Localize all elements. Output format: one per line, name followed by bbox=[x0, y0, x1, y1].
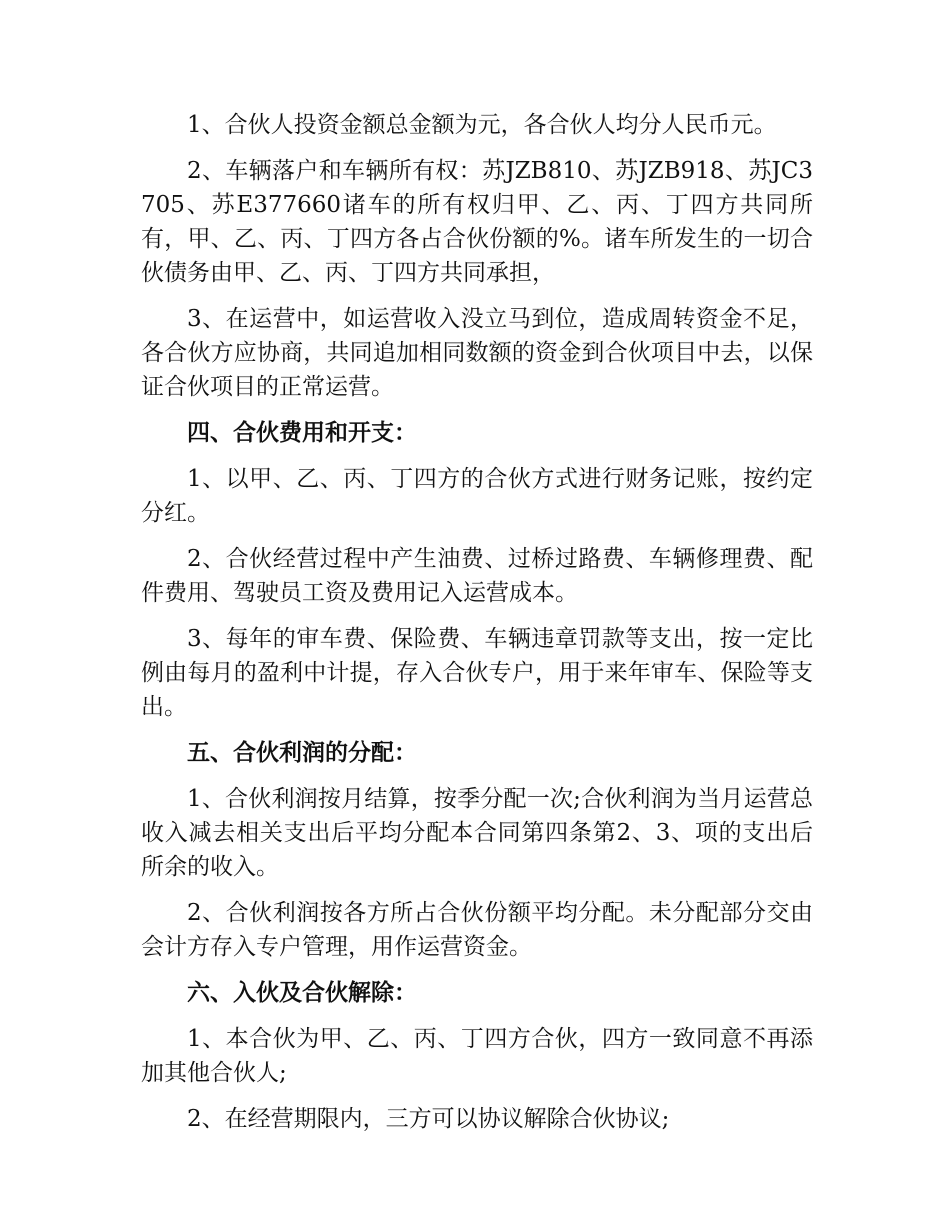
paragraph-no-new-partners: 1、本合伙为甲、乙、丙、丁四方合伙，四方一致同意不再添加其他合伙人; bbox=[141, 1026, 813, 1086]
document-body bbox=[141, 108, 813, 1148]
section-heading-joining-dissolution: 六、入伙及合伙解除： bbox=[187, 980, 417, 1006]
paragraph-dissolution: 2、在经营期限内，三方可以协议解除合伙协议; bbox=[187, 1106, 670, 1132]
section-heading-profit-distribution: 五、合伙利润的分配： bbox=[187, 740, 417, 766]
paragraph-operating-costs: 2、合伙经营过程中产生油费、过桥过路费、车辆修理费、配件费用、驾驶员工资及费用记入运营成本。 bbox=[141, 546, 813, 606]
section-heading-expenses: 四、合伙费用和开支： bbox=[187, 420, 417, 446]
paragraph-accounting: 1、以甲、乙、丙、丁四方的合伙方式进行财务记账，按约定分红。 bbox=[141, 466, 813, 526]
paragraph-annual-fees: 3、每年的审车费、保险费、车辆违章罚款等支出，按一定比例由每月的盈利中计提，存入合伙专户，用于来年审车、保险等支出。 bbox=[141, 626, 813, 720]
paragraph-investment-amount: 1、合伙人投资金额总金额为元，各合伙人均分人民币元。 bbox=[187, 112, 777, 138]
paragraph-profit-settlement: 1、合伙利润按月结算，按季分配一次;合伙利润为当月运营总收入减去相关支出后平均分配本合同第四条第2、3、项的支出后所余的收入。 bbox=[141, 786, 813, 880]
paragraph-additional-capital: 3、在运营中，如运营收入没立马到位，造成周转资金不足，各合伙方应协商，共同追加相同数额的资金到合伙项目中去，以保证合伙项目的正常运营。 bbox=[141, 306, 813, 400]
paragraph-profit-share: 2、合伙利润按各方所占合伙份额平均分配。未分配部分交由会计方存入专户管理，用作运营资金。 bbox=[141, 900, 813, 960]
paragraph-vehicle-ownership: 2、车辆落户和车辆所有权：苏JZB810、苏JZB918、苏JC3705、苏E377660诸车的所有权归甲、乙、丙、丁四方共同所有，甲、乙、丙、丁四方各占合伙份额的%。诸车所发生的一切合伙债务由甲、乙、丙、丁四方共同承担， bbox=[141, 158, 813, 286]
